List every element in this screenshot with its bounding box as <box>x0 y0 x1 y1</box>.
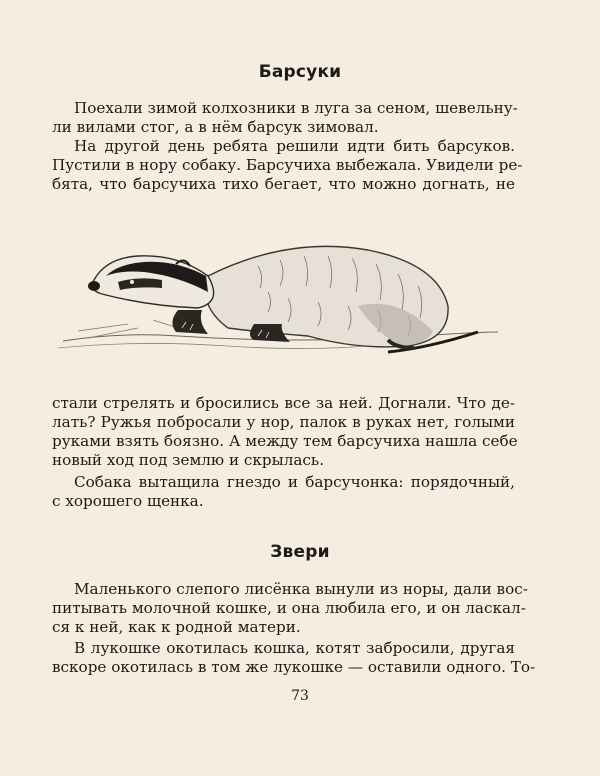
text-line: Пустили в нору собаку. Барсучиха выбежала. Увидели ре- <box>52 156 523 174</box>
text-line: В лукошке окотилась кошка, котят забросили, другая <box>74 639 515 657</box>
text-line: ся к ней, как к родной матери. <box>52 618 301 636</box>
text-line: Поехали зимой колхозники в луга за сеном, шевельну- <box>74 99 518 117</box>
text-line: руками взять боязно. А между тем барсучиха нашла себе <box>52 432 518 450</box>
text-line: питывать молочной кошке, и она любила его, и он ласкал- <box>52 599 526 617</box>
text-line: новый ход под землю и скрылась. <box>52 451 325 469</box>
text-line: лать? Ружья побросали у нор, палок в руках нет, голыми <box>52 413 515 431</box>
text-line: ли вилами стог, а в нём барсук зимовал. <box>52 118 379 136</box>
text-line: На другой день ребята решили идти бить барсуков. <box>74 137 515 155</box>
section-title-animals: Звери <box>270 542 330 562</box>
section-title-badgers: Барсуки <box>258 62 342 82</box>
page-number: 73 <box>291 688 309 704</box>
text-line: Маленького слепого лисёнка вынули из норы, дали вос- <box>74 580 528 598</box>
text-line: стали стрелять и бросились все за ней. Догнали. Что де- <box>52 394 515 412</box>
text-line: Собака вытащила гнездо и барсучонка: порядочный, <box>74 473 515 491</box>
text-line: вскоре окотилась в том же лукошке — оставили одного. То- <box>52 658 536 676</box>
text-line: с хорошего щенка. <box>52 492 204 510</box>
badger-illustration <box>58 236 498 366</box>
text-line: бята, что барсучиха тихо бегает, что можно догнать, не <box>52 175 515 193</box>
